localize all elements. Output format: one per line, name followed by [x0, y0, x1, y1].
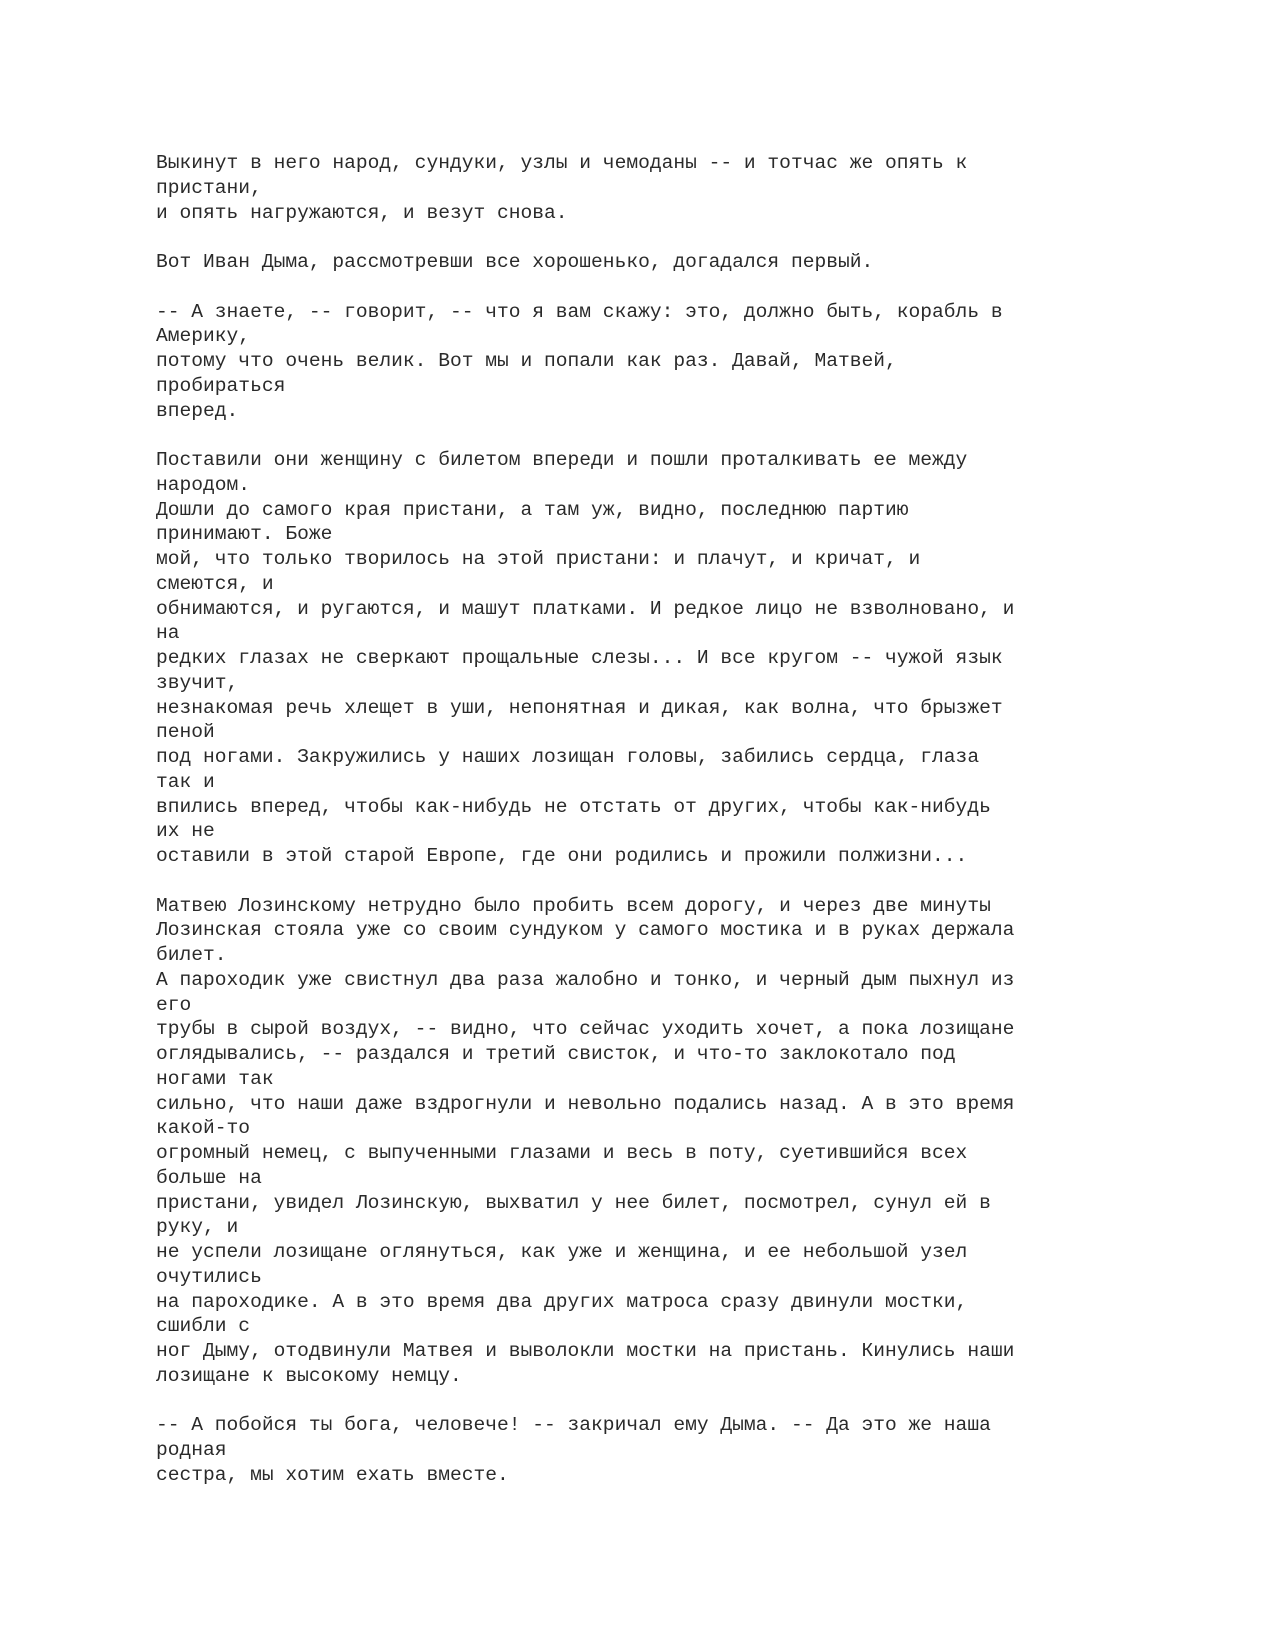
text-line: -- А побойся ты бога, человече! -- закричал ему Дыма. -- Да это же наша	[156, 1414, 991, 1437]
text-line: сшибли с	[156, 1315, 251, 1338]
text-line: Дошли до самого края пристани, а там уж, видно, последнюю партию	[156, 498, 909, 521]
text-line: пробираться	[156, 374, 286, 397]
text-line: на пароходике. А в это время два других матроса сразу двинули мостки,	[156, 1290, 968, 1313]
text-line: огромный немец, с выпученными глазами и весь в поту, суетившийся всех	[156, 1142, 968, 1164]
text-line: больше на	[156, 1166, 262, 1189]
text-line: обнимаются, и ругаются, и машут платками. И редкое лицо не взволновано, и	[156, 597, 1015, 620]
text-line: так и	[156, 770, 215, 793]
text-line: их не	[156, 820, 215, 843]
text-line: вперед.	[156, 399, 239, 422]
text-line: впились вперед, чтобы как-нибудь не отстать от других, чтобы как-нибудь	[156, 795, 991, 818]
text-line: Лозинская стояла уже со своим сундуком у самого мостика и в руках держала	[156, 919, 1015, 942]
text-line: сильно, что наши даже вздрогнули и невольно подались назад. А в это время	[156, 1092, 1015, 1115]
text-line: А пароходик уже свистнул два раза жалобно и тонко, и черный дым пыхнул из	[156, 968, 1015, 991]
text-line: Поставили они женщину с билетом впереди и пошли проталкивать ее между	[156, 449, 968, 471]
text-line: принимают. Боже	[156, 523, 333, 546]
document-text	[156, 151, 1186, 1512]
text-line: пристани,	[156, 176, 262, 199]
text-line: мой, что только творилось на этой пристани: и плачут, и кричат, и	[156, 548, 921, 570]
text-line: на	[156, 622, 180, 645]
text-line: его	[156, 993, 192, 1016]
paragraph	[156, 1413, 1186, 1487]
text-line: Матвею Лозинскому нетрудно было пробить всем дорогу, и через две минуты	[156, 894, 991, 917]
text-line: народом.	[156, 473, 251, 496]
text-line: родная	[156, 1439, 227, 1461]
text-line: редких глазах не сверкают прощальные слезы... И все кругом -- чужой язык	[156, 647, 1003, 669]
text-line: не успели лозищане оглянуться, как уже и женщина, и ее небольшой узел	[156, 1241, 968, 1263]
text-line: ног Дыму, отодвинули Матвея и выволокли мостки на пристань. Кинулись наши	[156, 1340, 1015, 1362]
text-line: какой-то	[156, 1117, 251, 1140]
text-line: лозищане к высокому немцу.	[156, 1364, 462, 1387]
text-line: оглядывались, -- раздался и третий свисток, и что-то заклокотало под	[156, 1043, 956, 1065]
text-line: билет.	[156, 944, 227, 966]
text-line: Вот Иван Дыма, рассмотревши все хорошенько, догадался первый.	[156, 251, 874, 273]
text-line: звучит,	[156, 671, 239, 694]
text-line: -- А знаете, -- говорит, -- что я вам скажу: это, должно быть, корабль в	[156, 300, 1003, 323]
paragraph	[156, 894, 1186, 1389]
text-line: пристани, увидел Лозинскую, выхватил у нее билет, посмотрел, сунул ей в	[156, 1191, 991, 1214]
text-line: Выкинут в него народ, сундуки, узлы и чемоданы -- и тотчас же опять к	[156, 152, 968, 174]
text-line: незнакомая речь хлещет в уши, непонятная и дикая, как волна, что брызжет	[156, 696, 1003, 719]
text-line: руку, и	[156, 1216, 239, 1239]
text-line: ногами так	[156, 1067, 274, 1090]
paragraph	[156, 250, 1186, 275]
text-line: Америку,	[156, 325, 251, 348]
text-line: смеются, и	[156, 572, 274, 595]
paragraph	[156, 300, 1186, 424]
text-line: потому что очень велик. Вот мы и попали как раз. Давай, Матвей,	[156, 350, 897, 372]
text-line: под ногами. Закружились у наших лозищан головы, забились сердца, глаза	[156, 746, 980, 768]
text-line: оставили в этой старой Европе, где они родились и прожили полжизни...	[156, 845, 968, 867]
text-line: сестра, мы хотим ехать вместе.	[156, 1463, 509, 1486]
text-line: трубы в сырой воздух, -- видно, что сейчас уходить хочет, а пока лозищане	[156, 1018, 1015, 1041]
text-line: пеной	[156, 721, 215, 744]
text-line: и опять нагружаются, и везут снова.	[156, 201, 568, 224]
paragraph	[156, 448, 1186, 869]
paragraph	[156, 151, 1186, 225]
text-line: очутились	[156, 1265, 262, 1288]
